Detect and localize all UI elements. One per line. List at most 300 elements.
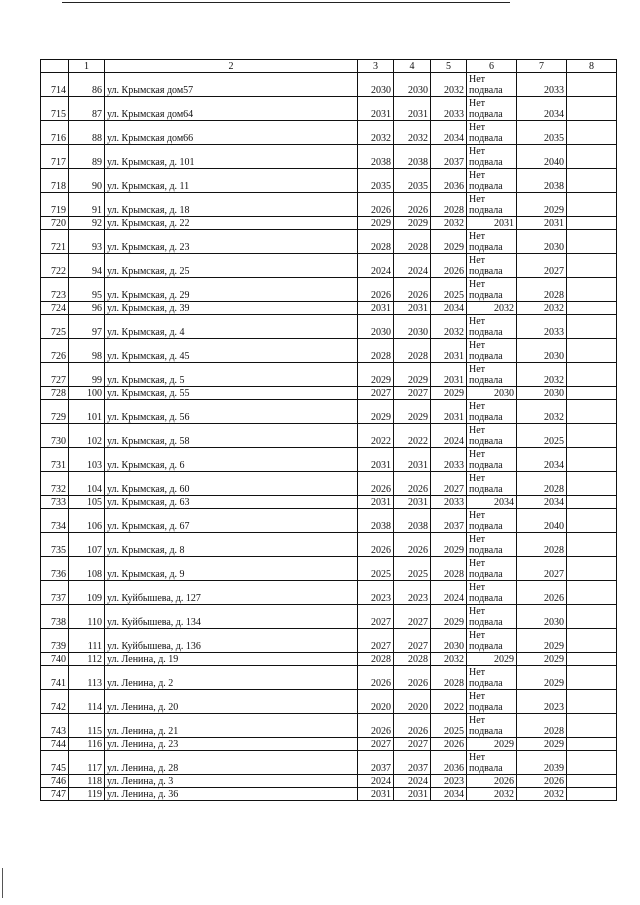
cell-c4: 2020 [394, 690, 431, 714]
cell-c3: 2022 [358, 424, 394, 448]
cell-c8 [567, 315, 617, 339]
cell-c5: 2034 [431, 788, 467, 801]
cell-c5: 2024 [431, 581, 467, 605]
cell-c8 [567, 509, 617, 533]
cell-c5: 2034 [431, 302, 467, 315]
cell-c4: 2026 [394, 714, 431, 738]
header-cell: 1 [69, 60, 105, 73]
cell-c6: 2032 [467, 788, 517, 801]
cell-c3: 2038 [358, 145, 394, 169]
cell-n1: 118 [69, 775, 105, 788]
cell-n1: 102 [69, 424, 105, 448]
cell-c3: 2027 [358, 738, 394, 751]
cell-n1: 108 [69, 557, 105, 581]
cell-c6: Нет подвала [467, 509, 517, 533]
table-row [41, 738, 617, 751]
cell-c8 [567, 121, 617, 145]
cell-c5: 2026 [431, 254, 467, 278]
cell-c5: 2028 [431, 557, 467, 581]
cell-c6: Нет подвала [467, 666, 517, 690]
cell-c8 [567, 581, 617, 605]
cell-c3: 2020 [358, 690, 394, 714]
table-row [41, 424, 617, 448]
cell-n: 746 [41, 775, 69, 788]
cell-addr: ул. Крымская дом64 [105, 97, 358, 121]
cell-c6: 2034 [467, 496, 517, 509]
cell-c4: 2031 [394, 97, 431, 121]
table-row [41, 73, 617, 97]
header-cell: 5 [431, 60, 467, 73]
header-cell: 4 [394, 60, 431, 73]
cell-c7: 2033 [517, 73, 567, 97]
cell-n1: 91 [69, 193, 105, 217]
cell-n: 715 [41, 97, 69, 121]
cell-n: 739 [41, 629, 69, 653]
cell-c6: 2029 [467, 738, 517, 751]
table-row [41, 97, 617, 121]
cell-c7: 2028 [517, 714, 567, 738]
cell-c7: 2039 [517, 751, 567, 775]
cell-n: 731 [41, 448, 69, 472]
cell-n: 736 [41, 557, 69, 581]
cell-n1: 119 [69, 788, 105, 801]
margin-mark [2, 868, 3, 898]
cell-c3: 2029 [358, 217, 394, 230]
cell-addr: ул. Крымская, д. 25 [105, 254, 358, 278]
cell-c4: 2035 [394, 169, 431, 193]
cell-addr: ул. Ленина, д. 19 [105, 653, 358, 666]
cell-c3: 2031 [358, 788, 394, 801]
cell-c5: 2022 [431, 690, 467, 714]
cell-c3: 2026 [358, 193, 394, 217]
cell-c7: 2030 [517, 339, 567, 363]
cell-c4: 2023 [394, 581, 431, 605]
cell-n1: 112 [69, 653, 105, 666]
cell-c8 [567, 193, 617, 217]
cell-n1: 109 [69, 581, 105, 605]
cell-c3: 2027 [358, 387, 394, 400]
cell-c6: Нет подвала [467, 73, 517, 97]
cell-n: 740 [41, 653, 69, 666]
cell-c4: 2026 [394, 666, 431, 690]
cell-c5: 2024 [431, 424, 467, 448]
cell-c3: 2025 [358, 557, 394, 581]
cell-addr: ул. Ленина, д. 28 [105, 751, 358, 775]
cell-n: 720 [41, 217, 69, 230]
cell-n: 747 [41, 788, 69, 801]
schedule-table [40, 59, 617, 801]
cell-c7: 2027 [517, 254, 567, 278]
table-row [41, 496, 617, 509]
cell-c4: 2022 [394, 424, 431, 448]
table-row [41, 653, 617, 666]
cell-c7: 2032 [517, 363, 567, 387]
cell-n: 741 [41, 666, 69, 690]
cell-c4: 2031 [394, 496, 431, 509]
cell-addr: ул. Крымская, д. 4 [105, 315, 358, 339]
cell-n1: 95 [69, 278, 105, 302]
cell-c7: 2029 [517, 653, 567, 666]
cell-addr: ул. Крымская, д. 11 [105, 169, 358, 193]
cell-c6: Нет подвала [467, 629, 517, 653]
cell-n: 735 [41, 533, 69, 557]
cell-c6: 2030 [467, 387, 517, 400]
cell-addr: ул. Ленина, д. 21 [105, 714, 358, 738]
cell-c4: 2027 [394, 387, 431, 400]
cell-c4: 2032 [394, 121, 431, 145]
cell-c8 [567, 629, 617, 653]
cell-c6: Нет подвала [467, 254, 517, 278]
cell-c8 [567, 363, 617, 387]
cell-c8 [567, 738, 617, 751]
cell-n1: 94 [69, 254, 105, 278]
cell-c7: 2031 [517, 217, 567, 230]
cell-c5: 2033 [431, 97, 467, 121]
cell-c6: Нет подвала [467, 714, 517, 738]
cell-c4: 2031 [394, 302, 431, 315]
cell-c3: 2031 [358, 496, 394, 509]
cell-n: 743 [41, 714, 69, 738]
table-row [41, 629, 617, 653]
cell-c4: 2024 [394, 775, 431, 788]
cell-n: 725 [41, 315, 69, 339]
cell-c3: 2028 [358, 230, 394, 254]
cell-c6: Нет подвала [467, 230, 517, 254]
cell-c8 [567, 751, 617, 775]
cell-addr: ул. Крымская, д. 5 [105, 363, 358, 387]
cell-n: 726 [41, 339, 69, 363]
cell-c8 [567, 775, 617, 788]
cell-n: 744 [41, 738, 69, 751]
cell-c3: 2030 [358, 315, 394, 339]
cell-c8 [567, 788, 617, 801]
cell-n1: 116 [69, 738, 105, 751]
cell-c8 [567, 278, 617, 302]
cell-c8 [567, 472, 617, 496]
cell-c5: 2031 [431, 363, 467, 387]
cell-addr: ул. Крымская, д. 29 [105, 278, 358, 302]
cell-c6: Нет подвала [467, 581, 517, 605]
cell-n: 724 [41, 302, 69, 315]
cell-addr: ул. Крымская дом66 [105, 121, 358, 145]
cell-c3: 2030 [358, 73, 394, 97]
cell-addr: ул. Крымская, д. 18 [105, 193, 358, 217]
cell-c5: 2032 [431, 217, 467, 230]
cell-c8 [567, 666, 617, 690]
table-row [41, 230, 617, 254]
cell-n1: 86 [69, 73, 105, 97]
table-row [41, 315, 617, 339]
cell-n: 722 [41, 254, 69, 278]
cell-c7: 2040 [517, 509, 567, 533]
cell-n1: 89 [69, 145, 105, 169]
table-row [41, 363, 617, 387]
cell-c5: 2029 [431, 387, 467, 400]
cell-c6: Нет подвала [467, 121, 517, 145]
cell-c8 [567, 557, 617, 581]
cell-n: 719 [41, 193, 69, 217]
table-row [41, 121, 617, 145]
cell-c5: 2029 [431, 605, 467, 629]
cell-c8 [567, 653, 617, 666]
cell-c6: Нет подвала [467, 472, 517, 496]
cell-c4: 2031 [394, 448, 431, 472]
cell-n: 730 [41, 424, 69, 448]
cell-n: 718 [41, 169, 69, 193]
cell-c6: 2026 [467, 775, 517, 788]
cell-n1: 107 [69, 533, 105, 557]
cell-c6: Нет подвала [467, 145, 517, 169]
cell-c8 [567, 714, 617, 738]
table-header-row [41, 60, 617, 73]
cell-c5: 2037 [431, 509, 467, 533]
cell-c4: 2025 [394, 557, 431, 581]
cell-c4: 2030 [394, 73, 431, 97]
cell-c8 [567, 690, 617, 714]
cell-c8 [567, 230, 617, 254]
cell-c6: 2031 [467, 217, 517, 230]
cell-c6: 2029 [467, 653, 517, 666]
cell-c7: 2025 [517, 424, 567, 448]
cell-addr: ул. Крымская, д. 45 [105, 339, 358, 363]
cell-c3: 2026 [358, 472, 394, 496]
cell-n1: 113 [69, 666, 105, 690]
cell-addr: ул. Крымская, д. 9 [105, 557, 358, 581]
cell-addr: ул. Крымская, д. 39 [105, 302, 358, 315]
cell-c4: 2029 [394, 363, 431, 387]
cell-n: 742 [41, 690, 69, 714]
cell-c3: 2032 [358, 121, 394, 145]
cell-c7: 2040 [517, 145, 567, 169]
cell-c4: 2026 [394, 193, 431, 217]
cell-c3: 2029 [358, 400, 394, 424]
cell-c3: 2026 [358, 533, 394, 557]
cell-c4: 2027 [394, 738, 431, 751]
cell-c6: 2032 [467, 302, 517, 315]
header-cell: 7 [517, 60, 567, 73]
table-row [41, 217, 617, 230]
cell-c6: Нет подвала [467, 363, 517, 387]
cell-c3: 2031 [358, 97, 394, 121]
cell-c4: 2028 [394, 653, 431, 666]
cell-addr: ул. Крымская, д. 23 [105, 230, 358, 254]
cell-c8 [567, 73, 617, 97]
cell-c7: 2029 [517, 666, 567, 690]
table-row [41, 472, 617, 496]
cell-addr: ул. Ленина, д. 23 [105, 738, 358, 751]
cell-c6: Нет подвала [467, 97, 517, 121]
cell-n: 738 [41, 605, 69, 629]
cell-n1: 100 [69, 387, 105, 400]
cell-c5: 2029 [431, 533, 467, 557]
cell-c6: Нет подвала [467, 424, 517, 448]
cell-c7: 2030 [517, 605, 567, 629]
cell-c8 [567, 97, 617, 121]
cell-c3: 2031 [358, 302, 394, 315]
cell-addr: ул. Куйбышева, д. 127 [105, 581, 358, 605]
cell-addr: ул. Крымская дом57 [105, 73, 358, 97]
cell-c7: 2028 [517, 278, 567, 302]
cell-n: 737 [41, 581, 69, 605]
cell-n1: 101 [69, 400, 105, 424]
top-rule [62, 2, 510, 3]
table-row [41, 751, 617, 775]
cell-n: 729 [41, 400, 69, 424]
cell-c6: Нет подвала [467, 169, 517, 193]
cell-c7: 2030 [517, 230, 567, 254]
table-row [41, 714, 617, 738]
cell-n1: 117 [69, 751, 105, 775]
cell-c5: 2029 [431, 230, 467, 254]
table-row [41, 400, 617, 424]
cell-c7: 2033 [517, 315, 567, 339]
cell-n1: 115 [69, 714, 105, 738]
cell-n1: 96 [69, 302, 105, 315]
cell-n: 714 [41, 73, 69, 97]
cell-c8 [567, 605, 617, 629]
cell-c7: 2032 [517, 788, 567, 801]
cell-n1: 104 [69, 472, 105, 496]
cell-n: 723 [41, 278, 69, 302]
cell-c6: Нет подвала [467, 605, 517, 629]
cell-c6: Нет подвала [467, 315, 517, 339]
cell-c7: 2029 [517, 738, 567, 751]
cell-c5: 2037 [431, 145, 467, 169]
cell-n: 728 [41, 387, 69, 400]
table-row [41, 788, 617, 801]
table-row [41, 509, 617, 533]
cell-c7: 2032 [517, 302, 567, 315]
cell-c6: Нет подвала [467, 690, 517, 714]
table-row [41, 278, 617, 302]
cell-c5: 2034 [431, 121, 467, 145]
cell-n1: 99 [69, 363, 105, 387]
cell-addr: ул. Крымская, д. 63 [105, 496, 358, 509]
cell-n: 733 [41, 496, 69, 509]
cell-addr: ул. Крымская, д. 22 [105, 217, 358, 230]
table-row [41, 302, 617, 315]
cell-c5: 2032 [431, 653, 467, 666]
cell-c7: 2035 [517, 121, 567, 145]
cell-c3: 2024 [358, 775, 394, 788]
header-cell: 6 [467, 60, 517, 73]
cell-n: 727 [41, 363, 69, 387]
cell-c5: 2033 [431, 496, 467, 509]
cell-c3: 2031 [358, 448, 394, 472]
cell-c4: 2028 [394, 230, 431, 254]
cell-c6: Нет подвала [467, 400, 517, 424]
cell-n1: 103 [69, 448, 105, 472]
cell-c8 [567, 424, 617, 448]
cell-addr: ул. Куйбышева, д. 134 [105, 605, 358, 629]
table-row [41, 193, 617, 217]
cell-c7: 2029 [517, 629, 567, 653]
cell-n1: 114 [69, 690, 105, 714]
cell-c5: 2032 [431, 315, 467, 339]
table-row [41, 254, 617, 278]
cell-c8 [567, 387, 617, 400]
cell-addr: ул. Крымская, д. 56 [105, 400, 358, 424]
cell-c8 [567, 400, 617, 424]
cell-c6: Нет подвала [467, 533, 517, 557]
cell-c8 [567, 169, 617, 193]
cell-n: 716 [41, 121, 69, 145]
table-row [41, 557, 617, 581]
cell-c5: 2031 [431, 339, 467, 363]
table-body [41, 73, 617, 801]
cell-c5: 2036 [431, 169, 467, 193]
cell-c5: 2028 [431, 666, 467, 690]
cell-n1: 90 [69, 169, 105, 193]
cell-c3: 2028 [358, 653, 394, 666]
cell-c4: 2026 [394, 533, 431, 557]
cell-c6: Нет подвала [467, 278, 517, 302]
cell-c5: 2033 [431, 448, 467, 472]
cell-c8 [567, 145, 617, 169]
cell-addr: ул. Ленина, д. 2 [105, 666, 358, 690]
cell-c6: Нет подвала [467, 448, 517, 472]
cell-n1: 111 [69, 629, 105, 653]
cell-c8 [567, 254, 617, 278]
cell-addr: ул. Крымская, д. 55 [105, 387, 358, 400]
cell-c4: 2038 [394, 145, 431, 169]
cell-n1: 87 [69, 97, 105, 121]
cell-c3: 2028 [358, 339, 394, 363]
cell-c3: 2029 [358, 363, 394, 387]
cell-c4: 2024 [394, 254, 431, 278]
cell-c6: Нет подвала [467, 193, 517, 217]
cell-c8 [567, 217, 617, 230]
cell-c7: 2028 [517, 472, 567, 496]
cell-c4: 2030 [394, 315, 431, 339]
cell-addr: ул. Ленина, д. 3 [105, 775, 358, 788]
cell-c5: 2025 [431, 714, 467, 738]
cell-addr: ул. Крымская, д. 58 [105, 424, 358, 448]
cell-c7: 2032 [517, 400, 567, 424]
cell-c8 [567, 339, 617, 363]
cell-c4: 2026 [394, 472, 431, 496]
cell-c3: 2035 [358, 169, 394, 193]
cell-n: 732 [41, 472, 69, 496]
cell-c8 [567, 533, 617, 557]
cell-c8 [567, 496, 617, 509]
cell-c3: 2026 [358, 666, 394, 690]
cell-c4: 2027 [394, 629, 431, 653]
table-row [41, 387, 617, 400]
cell-c6: Нет подвала [467, 751, 517, 775]
cell-c3: 2026 [358, 278, 394, 302]
cell-c7: 2034 [517, 448, 567, 472]
cell-c8 [567, 302, 617, 315]
header-cell [41, 60, 69, 73]
cell-addr: ул. Крымская, д. 6 [105, 448, 358, 472]
cell-n1: 98 [69, 339, 105, 363]
cell-addr: ул. Крымская, д. 60 [105, 472, 358, 496]
cell-c5: 2026 [431, 738, 467, 751]
cell-n1: 93 [69, 230, 105, 254]
cell-c5: 2028 [431, 193, 467, 217]
cell-c4: 2038 [394, 509, 431, 533]
cell-c3: 2027 [358, 605, 394, 629]
cell-n1: 97 [69, 315, 105, 339]
cell-c3: 2038 [358, 509, 394, 533]
cell-n: 734 [41, 509, 69, 533]
cell-c7: 2026 [517, 581, 567, 605]
cell-c7: 2034 [517, 97, 567, 121]
cell-n1: 106 [69, 509, 105, 533]
header-cell: 3 [358, 60, 394, 73]
cell-c5: 2030 [431, 629, 467, 653]
